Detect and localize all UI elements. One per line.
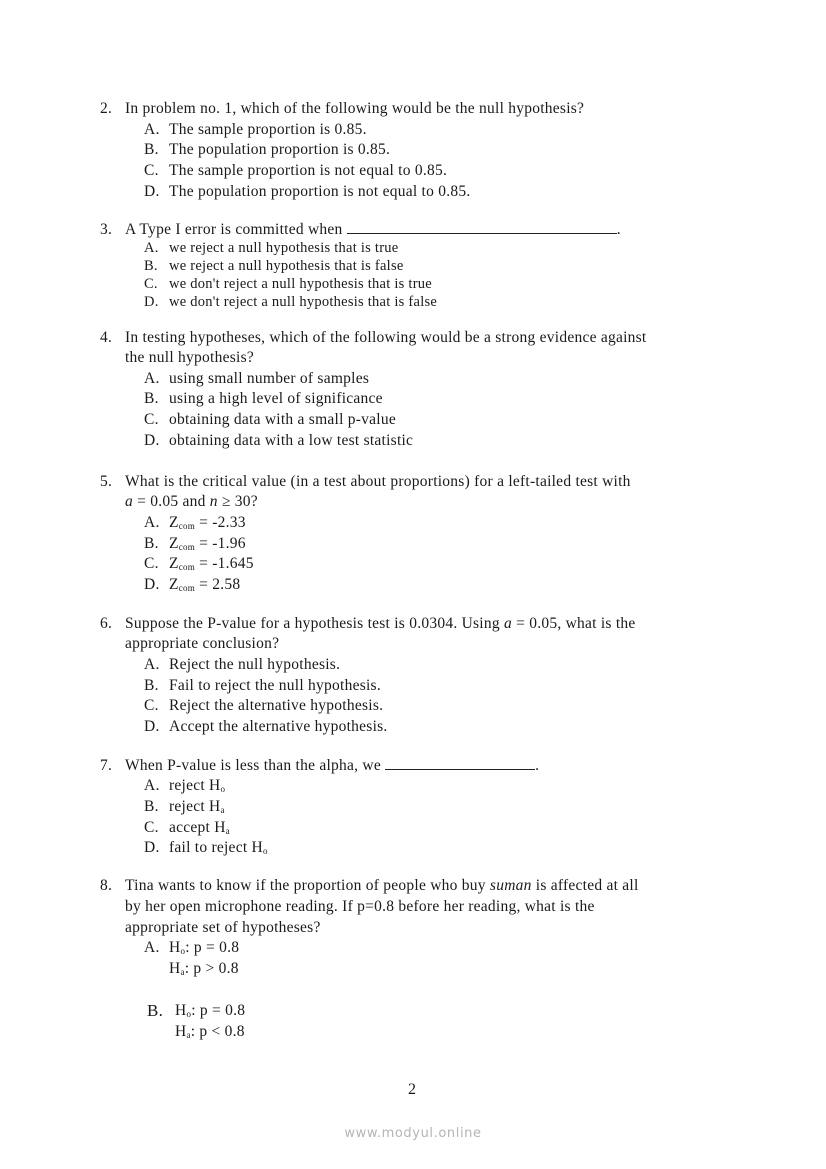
- text-segment: The population proportion is 0.85.: [169, 141, 391, 158]
- option-text: [169, 697, 383, 715]
- text-segment: .: [616, 221, 621, 238]
- page-number: 2: [408, 1081, 416, 1098]
- text-segment: : p > 0.8: [184, 960, 239, 977]
- text-segment: Reject the null hypothesis.: [169, 656, 341, 673]
- option-letter: B.: [144, 258, 158, 274]
- question-number: 8.: [100, 877, 113, 894]
- option-text: [169, 576, 240, 597]
- option-text: [169, 535, 246, 556]
- option-text: [169, 656, 340, 674]
- text-segment: a: [180, 967, 185, 977]
- option-letter: B.: [144, 677, 159, 694]
- option-text: [169, 718, 388, 736]
- question-stem: [125, 877, 639, 895]
- text-segment: The population proportion is not equal to 0.85.: [169, 183, 471, 200]
- question-stem: [125, 757, 539, 775]
- option-text: [169, 411, 396, 429]
- option-text: [169, 183, 470, 201]
- option-text: [169, 239, 398, 257]
- question-number: 5.: [100, 473, 113, 490]
- option-letter: D.: [144, 576, 160, 593]
- text-segment: is affected at all: [531, 877, 639, 894]
- text-segment: com: [178, 521, 195, 531]
- text-segment: using a high level of significance: [169, 390, 383, 407]
- option-text: [169, 390, 383, 408]
- text-segment: H: [175, 1002, 187, 1019]
- option-text: [169, 275, 432, 293]
- text-segment: Z: [169, 535, 179, 552]
- text-segment: Accept the alternative hypothesis.: [169, 718, 388, 735]
- question-stem: [125, 221, 621, 239]
- question-number: 2.: [100, 100, 113, 117]
- question-stem: [125, 898, 595, 916]
- text-segment: H: [169, 939, 181, 956]
- option-letter: A.: [144, 121, 160, 138]
- option-letter: B.: [144, 390, 159, 407]
- text-segment: = -2.33: [194, 514, 246, 531]
- text-segment: o: [180, 946, 186, 956]
- option-text: [169, 839, 268, 860]
- question-number: 7.: [100, 757, 113, 774]
- text-segment: we reject a null hypothesis that is false: [169, 258, 404, 274]
- text-segment: a: [503, 615, 512, 632]
- question-number: 4.: [100, 329, 113, 346]
- text-segment: .: [535, 757, 540, 774]
- question-stem: [125, 615, 636, 633]
- question-stem: [125, 349, 254, 367]
- text-segment: a: [225, 826, 230, 836]
- text-segment: Tina wants to know if the proportion of people who buy: [125, 877, 490, 894]
- watermark-footer: www.modyul.online: [344, 1126, 482, 1141]
- option-letter: A.: [144, 370, 160, 387]
- text-segment: = -1.96: [194, 535, 246, 552]
- text-segment: Reject the alternative hypothesis.: [169, 697, 384, 714]
- text-segment: : p = 0.8: [191, 1002, 246, 1019]
- text-segment: Z: [169, 555, 179, 572]
- text-segment: reject H: [169, 798, 221, 815]
- text-segment: In testing hypotheses, which of the following would be a strong evidence against: [125, 329, 647, 346]
- option-letter: C.: [144, 411, 159, 428]
- option-letter: C.: [144, 555, 159, 572]
- option-letter: B.: [144, 535, 159, 552]
- text-segment: com: [178, 562, 195, 572]
- option-letter: B.: [147, 1001, 164, 1020]
- option-letter: A.: [144, 939, 160, 956]
- option-text: [169, 798, 225, 819]
- text-segment: When P-value is less than the alpha, we: [125, 757, 386, 774]
- question-stem: [125, 329, 647, 347]
- text-segment: we don't reject a null hypothesis that is false: [169, 294, 438, 310]
- question-stem: [125, 919, 321, 937]
- text-segment: = -1.645: [194, 555, 254, 572]
- option-text: [175, 1023, 245, 1044]
- text-segment: we reject a null hypothesis that is true: [169, 240, 399, 256]
- text-segment: ≥ 30?: [217, 493, 258, 510]
- option-letter: B.: [144, 798, 159, 815]
- option-letter: D.: [144, 718, 160, 735]
- option-letter: D.: [144, 432, 160, 449]
- option-letter: C.: [144, 276, 158, 292]
- text-segment: suman: [489, 877, 532, 894]
- text-segment: In problem no. 1, which of the following would be the null hypothesis?: [125, 100, 585, 117]
- option-text: [169, 121, 367, 139]
- option-text: [169, 432, 413, 450]
- option-text: [169, 819, 230, 840]
- option-text: [169, 514, 246, 535]
- text-segment: The sample proportion is 0.85.: [169, 121, 367, 138]
- text-segment: the null hypothesis?: [125, 349, 254, 366]
- text-segment: we don't reject a null hypothesis that is true: [169, 276, 432, 292]
- option-letter: C.: [144, 819, 159, 836]
- question-stem: [125, 100, 584, 118]
- text-segment: : p = 0.8: [185, 939, 240, 956]
- text-segment: = 0.05 and: [133, 493, 210, 510]
- text-segment: appropriate conclusion?: [125, 635, 280, 652]
- text-segment: = 2.58: [194, 576, 241, 593]
- text-segment: reject H: [169, 777, 221, 794]
- question-stem: [125, 635, 279, 653]
- text-segment: Z: [169, 576, 179, 593]
- text-segment: Suppose the P-value for a hypothesis test is 0.0304. Using: [125, 615, 504, 632]
- text-segment: fail to reject H: [169, 839, 263, 856]
- question-number: 3.: [100, 221, 113, 238]
- text-segment: The sample proportion is not equal to 0.85.: [169, 162, 448, 179]
- text-segment: = 0.05, what is the: [511, 615, 636, 632]
- option-text: [169, 162, 447, 180]
- option-text: [169, 555, 254, 576]
- option-letter: D.: [144, 183, 160, 200]
- option-text: [169, 960, 239, 981]
- text-segment: n: [209, 493, 218, 510]
- text-segment: o: [220, 784, 226, 794]
- question-number: 6.: [100, 615, 113, 632]
- text-segment: What is the critical value (in a test about proportions) for a left-tailed test with: [125, 473, 631, 490]
- text-segment: A Type I error is committed when: [125, 221, 347, 238]
- option-text: [169, 677, 381, 695]
- text-segment: obtaining data with a low test statistic: [169, 432, 414, 449]
- text-segment: obtaining data with a small p-value: [169, 411, 396, 428]
- question-stem: [125, 473, 631, 491]
- text-segment: com: [178, 583, 195, 593]
- option-letter: D.: [144, 294, 159, 310]
- text-segment: appropriate set of hypotheses?: [125, 919, 321, 936]
- option-letter: A.: [144, 240, 159, 256]
- option-letter: A.: [144, 777, 160, 794]
- option-text: [169, 141, 390, 159]
- text-segment: Fail to reject the null hypothesis.: [169, 677, 381, 694]
- option-letter: D.: [144, 839, 160, 856]
- text-segment: o: [186, 1009, 192, 1019]
- option-text: [169, 370, 369, 388]
- answer-blank: [385, 757, 535, 770]
- text-segment: a: [186, 1030, 191, 1040]
- option-letter: C.: [144, 697, 159, 714]
- text-segment: a: [220, 805, 225, 815]
- option-letter: A.: [144, 656, 160, 673]
- option-text: [169, 257, 404, 275]
- text-segment: H: [169, 960, 181, 977]
- text-segment: Z: [169, 514, 179, 531]
- option-text: [169, 939, 239, 960]
- text-segment: : p < 0.8: [190, 1023, 245, 1040]
- option-letter: B.: [144, 141, 159, 158]
- text-segment: accept H: [169, 819, 226, 836]
- text-segment: by her open microphone reading. If p=0.8 before her reading, what is the: [125, 898, 595, 915]
- option-letter: C.: [144, 162, 159, 179]
- text-segment: o: [262, 846, 268, 856]
- answer-blank: [347, 221, 617, 234]
- option-letter: A.: [144, 514, 160, 531]
- text-segment: H: [175, 1023, 187, 1040]
- text-segment: com: [178, 542, 195, 552]
- option-text: [175, 1002, 245, 1023]
- option-text: [169, 777, 225, 798]
- text-segment: a: [125, 493, 133, 510]
- question-stem: [125, 493, 258, 511]
- option-text: [169, 293, 437, 311]
- text-segment: using small number of samples: [169, 370, 370, 387]
